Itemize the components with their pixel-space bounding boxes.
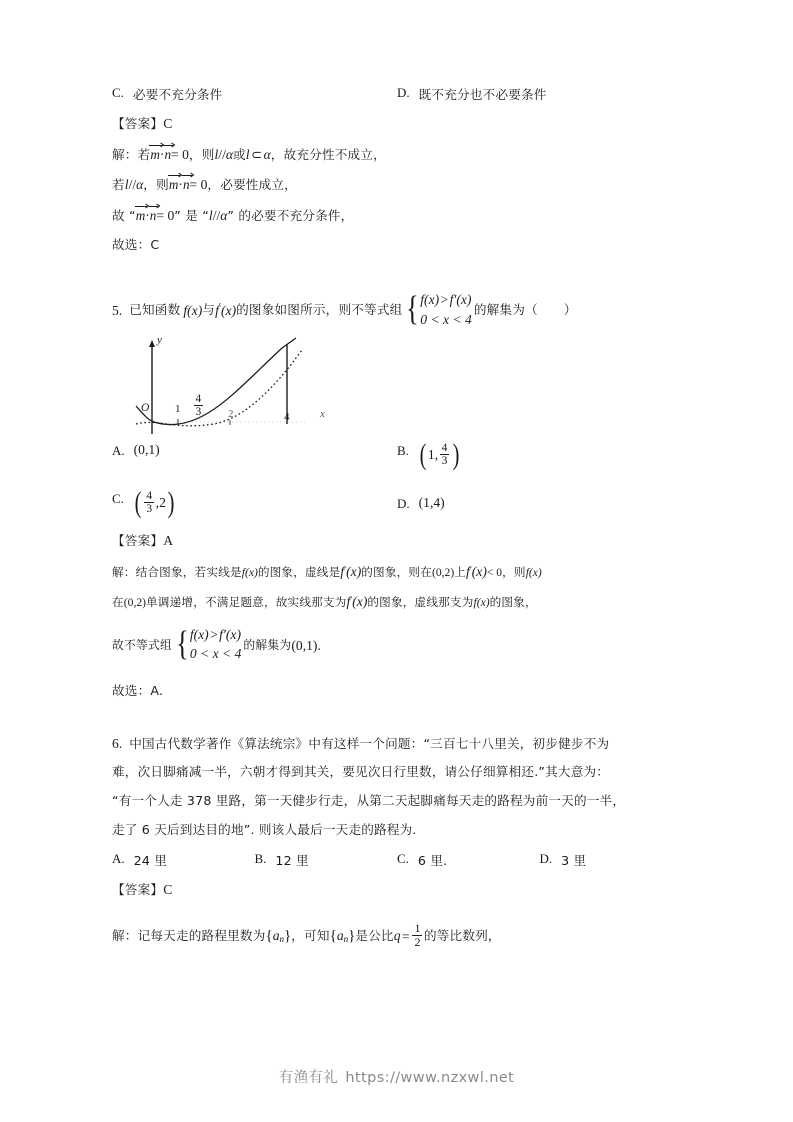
- q5-number: 5.: [112, 302, 123, 318]
- q4-sol3-mid: ” 是 “: [174, 207, 209, 223]
- vector-m-icon: m: [135, 207, 146, 223]
- q4-sol3-par: //: [212, 207, 221, 223]
- q5-stem-part2: 的图象如图所示，则不等式组: [236, 302, 403, 318]
- q6-solution-line-1: [112, 923, 682, 950]
- q4-sol1-suffix: ，故充分性不成立，: [270, 146, 386, 162]
- tick-43-den: 3: [195, 406, 202, 419]
- q6-answer-tag: 【答案】: [112, 882, 164, 898]
- q5-sol3-b: 的解集为: [243, 637, 292, 652]
- q5-graph-figure: [130, 336, 360, 436]
- q5-stem-part4: ）: [563, 302, 577, 318]
- q5-answer-tag: 【答案】: [112, 533, 164, 548]
- q5-sol1-fp-arg: (x): [346, 563, 362, 579]
- q4-sol3-dot: ·: [145, 207, 150, 223]
- q5-sol1-lt: < 0: [486, 565, 503, 579]
- right-paren-icon: ): [452, 438, 460, 472]
- footer-watermark: [0, 1066, 793, 1087]
- q5-sol1-d: 上: [454, 564, 467, 579]
- q4-sol2-dot: ·: [178, 177, 183, 193]
- q5-option-c[interactable]: [112, 486, 397, 520]
- vector-n-icon: n: [149, 207, 157, 223]
- graph-svg: [130, 336, 360, 436]
- q5-solution-system: [174, 625, 241, 664]
- q6-option-c-label: C.: [397, 851, 409, 867]
- q5-sol1-fp2-prime: ′: [469, 564, 472, 575]
- sys-arg: (x): [424, 291, 440, 307]
- q4-sol2-alpha: α: [136, 177, 144, 193]
- q6-option-b-label: B.: [254, 851, 267, 867]
- q5-sol1-fx: f(x): [241, 565, 258, 579]
- q4-sol1-l1: l: [214, 146, 219, 162]
- q6-sol1-d: 的等比数列，: [423, 927, 501, 943]
- q4-sol1-alpha2: α: [263, 146, 271, 162]
- q5-option-c-text: [133, 486, 176, 520]
- q5-option-a[interactable]: [112, 442, 397, 468]
- q5-b-num: 4: [441, 441, 448, 454]
- q4-option-c-text: 必要不充分条件: [132, 87, 223, 102]
- q5-stem-part1: 已知函数: [129, 302, 181, 318]
- sol-sys-arg: (x): [193, 626, 209, 642]
- left-brace-icon: {: [176, 624, 189, 664]
- q5-fpx-prime: ′: [218, 301, 222, 313]
- q5-option-d[interactable]: [397, 490, 682, 516]
- q4-sol1-eq: = 0: [171, 146, 189, 162]
- q4-sol3-suffix: ” 的必要不充分条件，: [227, 207, 354, 223]
- q6-number: 6.: [112, 735, 123, 751]
- q5-sol1-fx2: f(x): [525, 565, 542, 579]
- q6-set1-a: a: [272, 928, 280, 944]
- q4-option-d[interactable]: [397, 84, 682, 103]
- q6-option-b-text: 12 里: [275, 853, 309, 869]
- q4-sol3-alpha: α: [220, 207, 228, 223]
- q4-option-c-label: C.: [112, 85, 124, 100]
- y-axis-label: y: [157, 334, 162, 347]
- q5-stem-with: 与: [202, 302, 216, 318]
- q5-sol1-fp-prime: ′: [344, 564, 347, 575]
- solid-curve: [136, 338, 296, 425]
- y-axis-arrow-icon: [149, 340, 155, 347]
- vector-n-icon: n: [164, 146, 172, 162]
- q5-option-b[interactable]: [397, 438, 682, 472]
- q5-fx-arg: (x): [187, 302, 203, 318]
- q5-sol1-fp2: f: [466, 563, 470, 579]
- q6-sol1-a: 解：记每天走的路程里数为: [112, 927, 266, 943]
- q5-sol1-c: 的图象，则在: [361, 564, 432, 579]
- q4-solution-line-4: 故选：C: [112, 237, 160, 253]
- q5-options-row-2: [112, 486, 682, 520]
- tick-label-1: 1: [175, 403, 181, 416]
- q4-sol1-prefix: 解：若: [112, 146, 151, 162]
- q5-sol1-e: ，则: [502, 564, 526, 579]
- q4-option-c[interactable]: [112, 84, 397, 103]
- q6-option-d-text: 3 里: [561, 853, 587, 869]
- q5-fx: f: [183, 302, 188, 318]
- q6-set1-open: {: [265, 927, 273, 944]
- sys-fp: f′: [449, 291, 457, 307]
- q4-option-d-text: 既不充分也不必要条件: [418, 87, 547, 102]
- q4-solution-line-3: [112, 209, 682, 223]
- q6-sol1-b: ，可知: [291, 927, 330, 943]
- q5-option-b-label: B.: [397, 443, 409, 459]
- sol-sys-f: f: [189, 626, 194, 642]
- q6-para-line1: 中国古代数学著作《算法统宗》中有这样一个问题：“三百七十八里关，初步健步不为: [129, 735, 610, 751]
- tick-43-num: 4: [195, 392, 202, 405]
- q6-sol1-eq: =: [402, 928, 410, 944]
- q4-answer-tag: 【答案】: [112, 116, 164, 131]
- q5-option-d-label: D.: [397, 495, 410, 511]
- left-paren-icon: (: [134, 486, 142, 520]
- q6-stem-line-4: 走了 6 天后到达目的地”. 则该人最后一天走的路程为.: [112, 821, 417, 837]
- q5-c-den: 3: [146, 503, 153, 516]
- q5-answer-value: A: [163, 533, 174, 548]
- q4-sol2-eq: = 0: [189, 177, 208, 193]
- spacer: [112, 269, 682, 291]
- q5-sol1-b: 的图象，虚线是: [257, 564, 341, 579]
- q5-fpx: f: [215, 302, 219, 318]
- q5-sol1-interval: (0,2): [432, 565, 455, 579]
- q5-b-den: 3: [441, 455, 448, 468]
- q6-stem-line-3: “有一个人走 378 里路，第一天健步行走，从第二天起脚痛每天走的路程为前一天的一半，: [112, 792, 626, 808]
- q5-sol2-b: 单调递增，不满足题意，故实线那支为: [146, 595, 347, 610]
- q6-answer-value: C: [163, 882, 173, 898]
- q5-system-row2: 0 < x < 4: [420, 311, 472, 327]
- q6-frac-den: 2: [414, 935, 421, 950]
- q6-set2-sub: n: [343, 933, 349, 944]
- q5-solution-line-3: [112, 626, 682, 665]
- watermark-url: https://www.nzxwl.net: [345, 1070, 515, 1086]
- q6-frac-num: 1: [414, 921, 421, 936]
- q4-sol3-l: l: [208, 207, 213, 223]
- q5-c-num: 4: [146, 489, 153, 502]
- q6-option-a-text: 24 里: [133, 853, 168, 869]
- sys-f: f: [420, 291, 425, 307]
- q6-set2-a: a: [336, 928, 344, 944]
- q4-sol3-eq: = 0: [156, 207, 175, 223]
- q5-system-row1: [420, 290, 472, 310]
- q4-sol1-alpha1: α: [225, 146, 233, 162]
- q4-sol1-mid: ，则: [188, 146, 215, 162]
- q6-set2-close: }: [348, 927, 356, 944]
- q5-option-c-label: C.: [112, 491, 124, 507]
- x-axis-label: x: [320, 408, 325, 421]
- q4-sol3-prefix: 故 “: [112, 207, 136, 223]
- q4-sol1-par: //: [218, 146, 226, 162]
- vector-n-icon: n: [182, 177, 190, 193]
- q5-fpx-arg: (x): [221, 302, 237, 318]
- q6-set2-open: {: [329, 927, 337, 944]
- q5-sol1-fp: f: [340, 563, 345, 579]
- q6-set1-close: }: [284, 927, 292, 944]
- q4-sol1-or: 或: [233, 146, 246, 162]
- q6-set1-sub: n: [279, 933, 285, 944]
- q6-options-row: [112, 850, 682, 869]
- q5-sol2-d: 的图象，: [489, 595, 537, 610]
- q5-option-a-label: A.: [112, 443, 125, 459]
- q4-solution-line-2: [112, 178, 682, 192]
- q6-option-c-text: 6 里.: [417, 853, 448, 869]
- q4-answer-line: [112, 117, 682, 131]
- q5-sol3-a: 故不等式组: [112, 637, 172, 652]
- q4-sol1-l2: l: [245, 146, 250, 162]
- right-paren-icon: ): [167, 486, 175, 520]
- q6-option-d-label: D.: [539, 851, 553, 867]
- q4-sol2-l: l: [124, 177, 129, 193]
- q6-stem-line-1: [112, 737, 682, 751]
- q5-sol3-c: .: [317, 637, 321, 653]
- q5-stem: [112, 291, 682, 330]
- q6-option-d[interactable]: [540, 850, 683, 869]
- tick-label-four-thirds: [192, 393, 205, 419]
- q6-option-b[interactable]: [255, 850, 398, 869]
- q4-sol1-dot: ·: [159, 146, 165, 162]
- sys-arg2: (x): [456, 291, 472, 307]
- q4-options-row: [112, 84, 682, 103]
- q4-sol2-par: //: [128, 177, 137, 193]
- q5-sol2-fp: f: [346, 594, 351, 610]
- q5-sol2-fp-prime: ′: [350, 595, 353, 606]
- q5-stem-part3: 的解集为（: [473, 302, 538, 318]
- q5-sol2-a: 在: [112, 595, 124, 610]
- vector-m-icon: m: [150, 146, 160, 162]
- left-brace-icon: {: [406, 289, 420, 329]
- q5-solution-line-2: [112, 595, 682, 609]
- q4-answer-value: C: [163, 116, 173, 131]
- sol-sys-arg2: (x): [225, 626, 241, 642]
- q5-sol-system-row2: 0 < x < 4: [189, 646, 242, 662]
- sol-sys-fp: f′: [219, 626, 226, 642]
- q4-sol2-suffix: ，必要性成立，: [207, 177, 297, 193]
- q5-options-row-1: [112, 438, 682, 472]
- vector-m-icon: m: [168, 177, 179, 193]
- q5-sol2-fx: f(x): [473, 596, 490, 610]
- dotted-curve: [136, 350, 302, 426]
- q4-option-d-label: D.: [397, 85, 410, 100]
- q6-answer-line: [112, 883, 682, 897]
- origin-label: O: [141, 402, 150, 415]
- q6-sol1-q: q: [393, 928, 401, 944]
- sol-sys-gt: >: [210, 626, 218, 642]
- spacer: [112, 715, 682, 737]
- q5-option-b-text: [418, 438, 461, 472]
- q5-sol2-interval: (0,2): [123, 596, 147, 610]
- q5-sol2-c: 的图象，虚线那支为: [367, 595, 474, 610]
- page-content: [112, 84, 682, 967]
- left-paren-icon: (: [419, 438, 427, 472]
- q4-sol2-mid: ，则: [143, 177, 169, 193]
- q6-stem-line-2: 难，次日脚痛减一半，六朝才得到其关，要见次日行里数，请公仔细算相还.”其大意为：: [112, 764, 610, 780]
- q5-solution-line-1: [112, 565, 682, 579]
- q6-option-a[interactable]: [112, 850, 255, 869]
- tick-label-2: 2: [228, 408, 234, 421]
- q5-sol3-result: (0,1): [291, 637, 318, 653]
- q4-sol1-subset: ⊂: [251, 146, 263, 162]
- q5-c-rest: ,2: [155, 495, 166, 511]
- q5-solution-line-4: 故选：A.: [112, 683, 164, 699]
- watermark-brand: 有渔有礼: [278, 1070, 339, 1086]
- q5-inequality-system: [404, 290, 471, 329]
- q5-sol1-a: 解：结合图象，若实线是: [112, 564, 242, 579]
- q6-option-a-label: A.: [112, 851, 125, 867]
- q5-b-first: 1,: [427, 447, 439, 463]
- tick-label-4: 4: [284, 411, 290, 424]
- q4-sol2-prefix: 若: [112, 177, 125, 193]
- q4-solution-line-1: [112, 148, 682, 162]
- sys-gt: >: [440, 291, 449, 307]
- q5-option-a-text: (0,1): [133, 442, 160, 458]
- q5-option-d-text: (1,4): [418, 495, 445, 511]
- q5-answer-line: [112, 534, 682, 548]
- q5-sol2-fp-arg: (x): [352, 594, 368, 610]
- q6-option-c[interactable]: [397, 850, 540, 869]
- q6-sol1-c: 是公比: [355, 927, 394, 943]
- q5-sol1-fp2-arg: (x): [471, 563, 487, 579]
- q5-sol-system-row1: [190, 625, 242, 645]
